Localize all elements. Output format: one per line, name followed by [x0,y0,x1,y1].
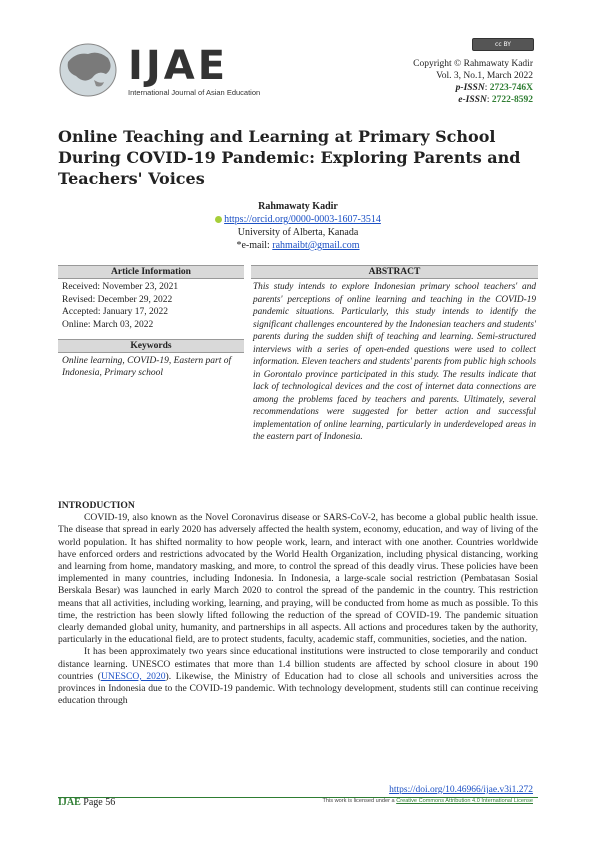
article-info-heading: Article Information [58,265,244,279]
pissn-line: p-ISSN: 2723-746X [455,83,533,93]
online-date: Online: March 03, 2022 [62,319,154,330]
eissn-line: e-ISSN: 2722-8592 [458,95,533,105]
article-info-panel [58,265,244,381]
globe-logo-icon [58,40,122,98]
volume-line: Vol. 3, No.1, March 2022 [436,71,533,81]
email-line: *e-mail: rahmaibt@gmail.com [236,240,360,251]
journal-logo-text: IJAE [128,43,229,89]
abstract-text: This study intends to explore Indonesian primary school teachers' and parents' perceptions of online learning and teaching in the COVID-19 pandemic situations. Particularly, this study intends to identify the significant challenges encountered by the Indonesian teachers and students' parents during the sudden shift of teaching and learning. Semi-structured interviews with a series of open-ended questions were used to collect information. Eleven teachers and students' parents from public high schools in Gorontalo province participated in this study. The results indicate that lack of technological devices and the cost of internet data connections are among the problems faced by teachers and parents. Ultimately, several recommendations were suggested for better action and successful implementation of online learning, particularly in underdeveloped areas in the eastern part of Indonesia. [253,282,536,442]
revised-date: Revised: December 29, 2022 [62,294,173,305]
copyright-line: Copyright © Rahmawaty Kadir [413,59,533,69]
orcid-link[interactable]: https://orcid.org/0000-0003-1607-3514 [224,214,381,225]
page-number: IJAE Page 56 [58,797,116,808]
journal-meta [413,58,533,106]
accepted-date: Accepted: January 17, 2022 [62,307,169,317]
abstract-panel [251,265,538,446]
article-dates [58,279,244,333]
affiliation: University of Alberta, Kanada [237,227,359,238]
received-date: Received: November 23, 2021 [62,282,179,292]
author-block [58,200,538,252]
license-link[interactable]: Creative Commons Attribution 4.0 International License [396,798,533,804]
abstract-heading: ABSTRACT [251,265,538,279]
citation-link-unesco[interactable]: UNESCO, 2020 [100,670,166,682]
journal-logo-subtitle: International Journal of Asian Education [128,88,261,97]
paragraph-2: It has been approximately two years since educational institutions were instructed to close temporarily and conduct distance learning. UNESCO estimates that more than 1.4 billion students are affected by school closure in about 190 countries (UNESCO, 2020). Likewise, the Ministry of Education had to close all schools and universities across the provinces in Indonesia due to the COVID-19 pandemic. With technology development, students still can continue receiving education through [58,646,538,707]
article-title: Online Teaching and Learning at Primary School During COVID-19 Pandemic: Exploring Parents and Teachers' Voices [58,127,521,188]
orcid-line [58,213,538,226]
author-name: Rahmawaty Kadir [258,201,338,212]
body-text [58,500,538,707]
doi-link[interactable]: https://doi.org/10.46966/ijae.v3i1.272 [389,785,533,795]
paragraph-1: COVID-19, also known as the Novel Coronavirus disease or SARS-CoV-2, has become a global public health issue. The disease that spread in early 2020 has adversely affected the health system, economy, education, and way of living of the world population. It has shifted normality to how people work, learn, and interact with one another. Countries worldwide have enforced orders and restrictions advocated by the World Health Organization, including physical distancing, working and learning from home, mandatory masking, and more, to control the spread of this deadly virus. These policies have been implemented in many countries, including Indonesia. In Indonesia, a large-scale social restriction (Pembatasan Sosial Berskala Besar) was launched in early March 2020 to control the spread of the pandemic in the country. This restriction means that all activities, including working, learning, and praying, will be conducted from home as much as possible. To this time, the restriction has been slowly lifted following the reduction of the spread of COVID-19. The pandemic situation clearly demanded global unity, humanity, and partnerships in all aspects. All actions and procedures taken by the authority, particularly in the educational field, are to protect students, faculty, academic staff, communities, societies, and the nation. [58,512,538,646]
section-heading-introduction: INTRODUCTION [58,500,135,511]
keywords-heading: Keywords [58,339,244,353]
orcid-icon [215,216,222,223]
email-link[interactable]: rahmaibt@gmail.com [272,240,360,251]
keywords-text: Online learning, COVID-19, Eastern part of Indonesia, Primary school [62,356,232,378]
license-line: This work is licensed under a Creative Commons Attribution 4.0 International License [322,798,533,804]
cc-license-badge[interactable]: cc BY [472,38,534,51]
